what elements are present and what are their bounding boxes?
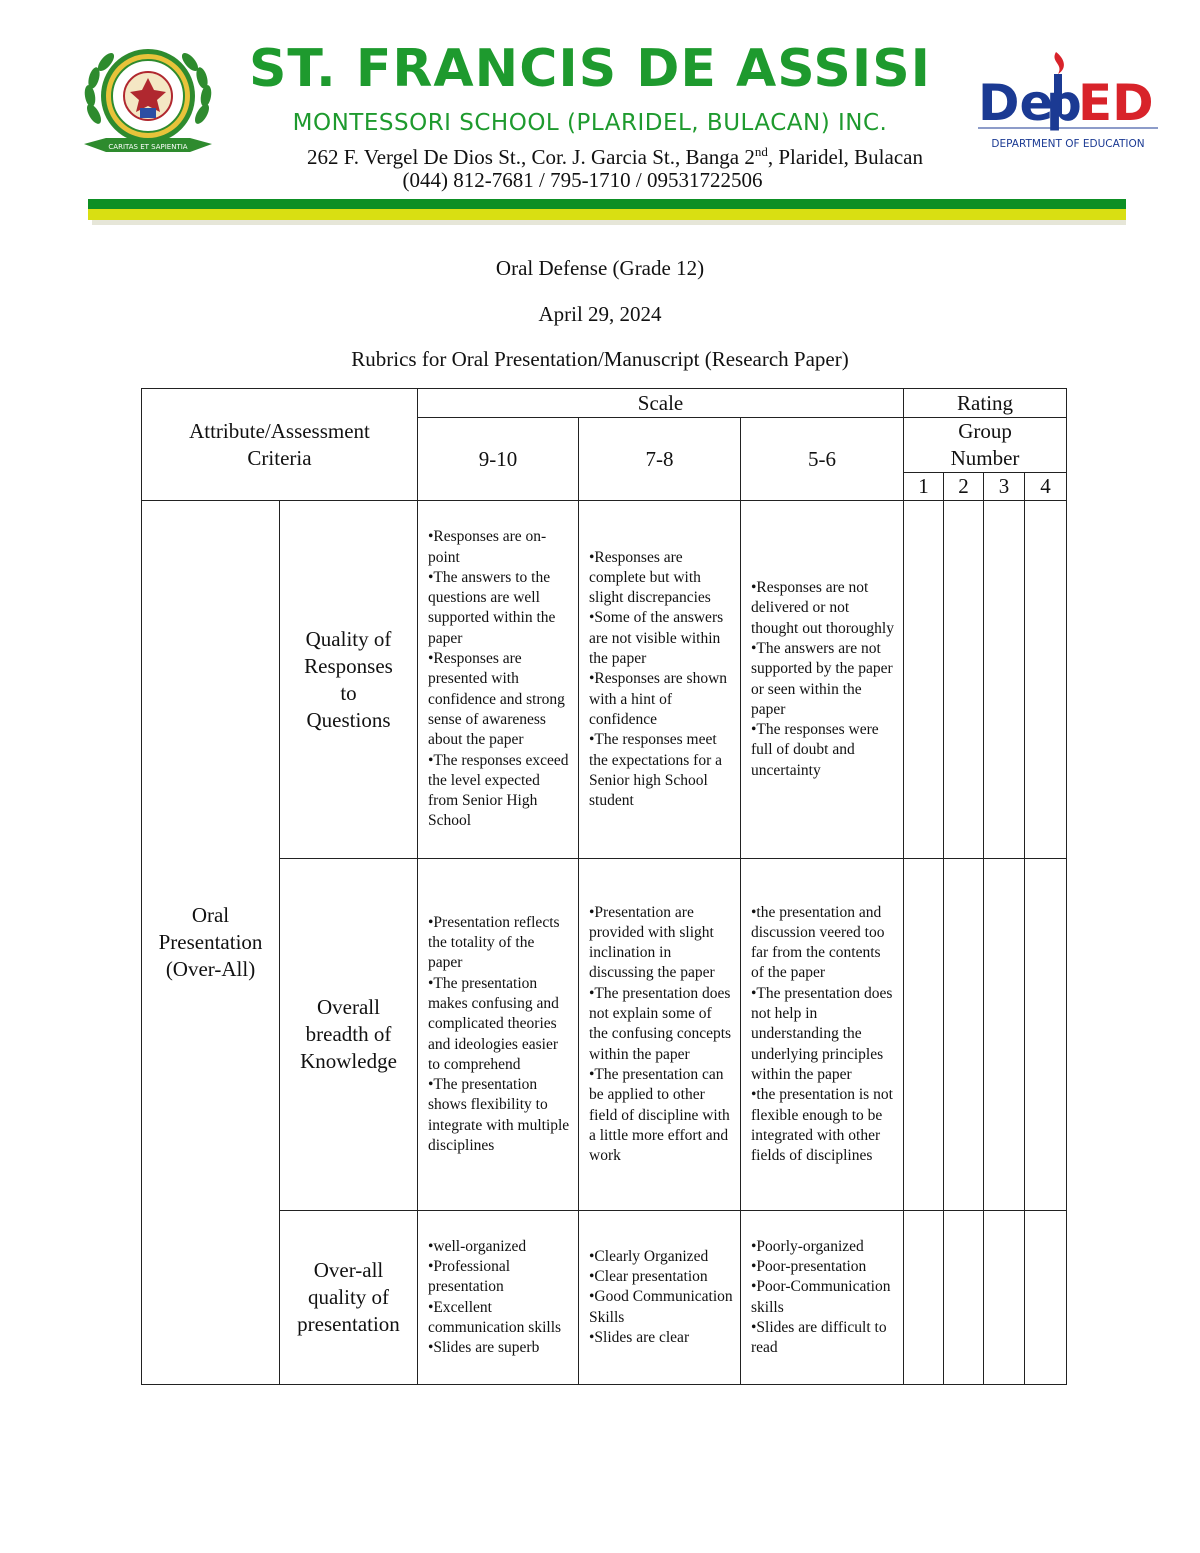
- header-divider-green: [88, 199, 1126, 209]
- descriptor-item: •The presentation makes confusing and complicated theories and ideologies easier to comprehend: [428, 974, 559, 1073]
- scale-5-6-header: 5-6: [741, 418, 904, 501]
- descriptor-item: •Clear presentation: [589, 1268, 708, 1286]
- attribute-header: Attribute/Assessment Criteria: [142, 389, 418, 501]
- group-3-header: 3: [984, 473, 1025, 501]
- descriptor-item: •Slides are clear: [589, 1328, 690, 1346]
- group-1-header: 1: [904, 473, 944, 501]
- rubric-row-overall-quality: [142, 1211, 1067, 1385]
- descriptor-item: •The responses meet the expectations for a Senior high School student: [589, 731, 722, 810]
- rating-cell-group-4[interactable]: [1025, 1211, 1067, 1385]
- rating-cell-group-4[interactable]: [1025, 859, 1067, 1211]
- document-subtitle: Rubrics for Oral Presentation/Manuscript (Research Paper): [351, 347, 849, 371]
- descriptor-item: •Poor-Communication skills: [751, 1278, 891, 1316]
- descriptor-item: •Responses are on-point: [428, 528, 547, 566]
- descriptor-item: •Responses are complete but with slight discrepancies: [589, 548, 711, 607]
- descriptor-low: [741, 859, 904, 1211]
- descriptor-item: •Slides are difficult to read: [751, 1318, 887, 1357]
- descriptor-mid: [579, 859, 741, 1211]
- descriptor-mid: [579, 1211, 741, 1385]
- header-row-1: [142, 389, 1067, 418]
- descriptor-low: [741, 1211, 904, 1385]
- descriptor-high: [418, 1211, 579, 1385]
- school-seal-logo: [76, 44, 220, 166]
- rating-cell-group-3[interactable]: [984, 859, 1025, 1211]
- group-4-header: 4: [1025, 473, 1067, 501]
- deped-tagline: DEPARTMENT OF EDUCATION: [991, 138, 1145, 150]
- descriptor-item: •Poorly-organized: [751, 1237, 864, 1255]
- header-divider-yellow: [88, 209, 1126, 220]
- rating-cell-group-3[interactable]: [984, 1211, 1025, 1385]
- school-subtitle: MONTESSORI SCHOOL (PLARIDEL, BULACAN) INC.: [292, 110, 888, 136]
- descriptor-item: •the presentation and discussion veered too far from the contents of the paper: [751, 903, 885, 982]
- address-city: , Plaridel, Bulacan: [767, 145, 923, 169]
- scale-9-10-header: 9-10: [418, 418, 579, 501]
- descriptor-item: •Some of the answers are not visible within the paper: [589, 609, 724, 668]
- descriptor-low: [741, 501, 904, 859]
- rating-cell-group-1[interactable]: [904, 1211, 944, 1385]
- school-phone: (044) 812-7681 / 795-1710 / 09531722506: [402, 168, 763, 192]
- criterion-cell: Quality of Responses to Questions: [280, 501, 418, 859]
- descriptor-item: •Responses are not delivered or not thought out thoroughly: [751, 579, 894, 637]
- category-cell: Oral Presentation (Over-All): [142, 501, 280, 1385]
- descriptor-item: •well-organized: [428, 1237, 527, 1255]
- seal-ribbon-text: CARITAS ET SAPIENTIA: [108, 143, 188, 151]
- rating-cell-group-2[interactable]: [944, 1211, 984, 1385]
- descriptor-item: •The answers are not supported by the paper or seen within the paper: [751, 639, 893, 718]
- criterion-cell: Overall breadth of Knowledge: [280, 859, 418, 1211]
- document-date: April 29, 2024: [538, 302, 662, 326]
- descriptor-high: [418, 501, 579, 859]
- group-2-header: 2: [944, 473, 984, 501]
- descriptor-item: •The presentation shows flexibility to integrate with multiple disciplines: [428, 1076, 570, 1154]
- descriptor-item: •The responses exceed the level expected from Senior High School: [428, 751, 569, 830]
- rubric-table: [141, 388, 1067, 1385]
- address-main: 262 F. Vergel De Dios St., Cor. J. Garcia St., Banga 2: [307, 145, 755, 169]
- descriptor-item: •The responses were full of doubt and uncertainty: [751, 721, 879, 779]
- document-title: Oral Defense (Grade 12): [495, 256, 705, 280]
- svg-text:De: De: [978, 74, 1054, 132]
- descriptor-item: •Slides are superb: [428, 1339, 540, 1357]
- criterion-cell: Over-all quality of presentation: [280, 1211, 418, 1385]
- descriptor-item: •Excellent communication skills: [428, 1298, 562, 1336]
- rating-cell-group-3[interactable]: [984, 501, 1025, 859]
- descriptor-item: •Presentation are provided with slight inclination in discussing the paper: [589, 903, 715, 982]
- descriptor-item: •Responses are presented with confidence and strong sense of awareness about the paper: [428, 650, 565, 749]
- descriptor-item: •The answers to the questions are well supported within the paper: [428, 568, 556, 647]
- school-name: ST. FRANCIS DE ASSISI: [248, 39, 932, 99]
- header-divider-shadow: [92, 220, 1126, 225]
- rating-header: Rating: [904, 389, 1067, 418]
- scale-7-8-header: 7-8: [579, 418, 741, 501]
- descriptor-item: •Professional presentation: [428, 1257, 511, 1296]
- rating-cell-group-2[interactable]: [944, 859, 984, 1211]
- descriptor-item: •Responses are shown with a hint of confidence: [589, 670, 728, 728]
- descriptor-item: •Presentation reflects the totality of the paper: [428, 913, 560, 972]
- descriptor-item: •The presentation does not help in understanding the underlying principles within the paper: [751, 984, 893, 1083]
- rating-cell-group-1[interactable]: [904, 859, 944, 1211]
- descriptor-item: •Clearly Organized: [589, 1247, 709, 1265]
- rating-cell-group-2[interactable]: [944, 501, 984, 859]
- scale-header: Scale: [418, 389, 904, 418]
- descriptor-item: •The presentation can be applied to other field of discipline with a little more effort and work: [589, 1065, 730, 1165]
- svg-text:ED: ED: [1078, 74, 1154, 132]
- descriptor-item: •The presentation does not explain some of the confusing concepts within the paper: [589, 984, 732, 1063]
- address-ordinal: nd: [754, 144, 768, 159]
- descriptor-mid: [579, 501, 741, 859]
- svg-text:p: p: [1046, 74, 1082, 132]
- descriptor-high: [418, 859, 579, 1211]
- rating-cell-group-1[interactable]: [904, 501, 944, 859]
- descriptor-item: •Good Communication Skills: [589, 1288, 733, 1326]
- rating-cell-group-4[interactable]: [1025, 501, 1067, 859]
- group-number-header: Group Number: [904, 418, 1067, 473]
- rubric-row-quality-of-responses: [142, 501, 1067, 859]
- deped-logo: [972, 44, 1164, 156]
- descriptor-item: •Poor-presentation: [751, 1257, 867, 1275]
- descriptor-item: •the presentation is not flexible enough to be integrated with other fields of disciplines: [751, 1086, 893, 1165]
- rubric-row-breadth-of-knowledge: [142, 859, 1067, 1211]
